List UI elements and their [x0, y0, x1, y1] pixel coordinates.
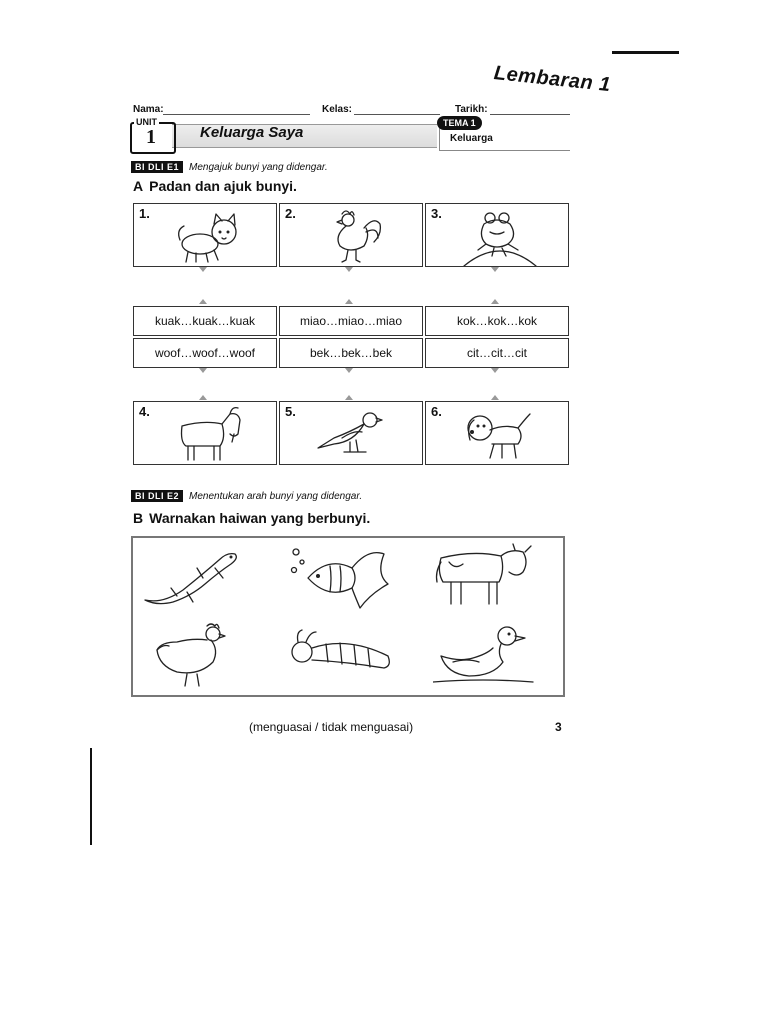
match-dot[interactable] — [345, 395, 353, 400]
duck-icon[interactable] — [433, 622, 543, 688]
dog-icon — [460, 406, 536, 462]
coloring-frame — [131, 536, 565, 697]
page-number: 3 — [555, 720, 562, 734]
match-dot[interactable] — [199, 299, 207, 304]
match-dot[interactable] — [345, 368, 353, 373]
standard-badge: BI DLI E2 — [131, 490, 183, 502]
frog-icon — [460, 206, 540, 266]
sheet-title: Lembaran 1 — [492, 62, 612, 97]
hen-icon[interactable] — [153, 620, 233, 690]
bird-icon — [314, 408, 388, 458]
section-instruction: Padan dan ajuk bunyi. — [149, 178, 297, 194]
standard-badge: BI DLI E1 — [131, 161, 183, 173]
picture-box-2[interactable] — [279, 203, 423, 267]
match-dot[interactable] — [345, 299, 353, 304]
standard-text: Menentukan arah bunyi yang didengar. — [189, 490, 363, 502]
tarikh-field[interactable] — [490, 113, 570, 115]
rooster-icon — [326, 206, 386, 264]
sound-box[interactable]: kuak…kuak…kuak — [133, 306, 277, 336]
sound-box[interactable]: bek…bek…bek — [279, 338, 423, 368]
picture-number: 4. — [139, 404, 150, 419]
picture-box-3[interactable] — [425, 203, 569, 267]
sound-box[interactable]: kok…kok…kok — [425, 306, 569, 336]
cow-icon[interactable] — [433, 542, 543, 610]
standard-text: Mengajuk bunyi yang didengar. — [189, 161, 328, 173]
section-a-title — [133, 178, 297, 194]
nama-label: Nama: — [133, 104, 164, 115]
match-dot[interactable] — [199, 395, 207, 400]
match-dot[interactable] — [199, 368, 207, 373]
section-b-title — [133, 510, 370, 526]
picture-number: 1. — [139, 206, 150, 221]
sound-box[interactable]: cit…cit…cit — [425, 338, 569, 368]
match-dot[interactable] — [199, 267, 207, 272]
tema-label: Keluarga — [450, 133, 493, 144]
match-dot[interactable] — [491, 395, 499, 400]
kelas-field[interactable] — [354, 113, 440, 115]
picture-box-5[interactable] — [279, 401, 423, 465]
picture-box-1[interactable] — [133, 203, 277, 267]
cat-icon — [174, 208, 250, 264]
goat-icon — [174, 404, 250, 464]
match-dot[interactable] — [491, 267, 499, 272]
section-b-standard — [131, 490, 362, 502]
picture-number: 3. — [431, 206, 442, 221]
section-instruction: Warnakan haiwan yang berbunyi. — [149, 510, 371, 526]
section-letter: A — [133, 178, 144, 194]
scan-edge-rule — [90, 748, 92, 845]
section-a-standard — [131, 161, 328, 173]
sound-box[interactable]: miao…miao…miao — [279, 306, 423, 336]
lizard-icon[interactable] — [143, 544, 243, 612]
nama-field[interactable] — [163, 113, 310, 115]
picture-number: 6. — [431, 404, 442, 419]
picture-box-6[interactable] — [425, 401, 569, 465]
caterpillar-icon[interactable] — [288, 626, 398, 686]
tema-tag: TEMA 1 — [437, 116, 482, 130]
assessment-text: (menguasai / tidak menguasai) — [249, 720, 414, 734]
tarikh-label: Tarikh: — [455, 104, 488, 115]
match-dot[interactable] — [491, 299, 499, 304]
picture-number: 5. — [285, 404, 296, 419]
kelas-label: Kelas: — [322, 104, 353, 115]
match-dot[interactable] — [345, 267, 353, 272]
fish-icon[interactable] — [288, 544, 398, 612]
picture-number: 2. — [285, 206, 296, 221]
match-dot[interactable] — [491, 368, 499, 373]
unit-tag: UNIT — [136, 117, 157, 127]
top-rule — [612, 51, 679, 54]
unit-number: 1 — [146, 126, 156, 148]
section-letter: B — [133, 510, 144, 526]
picture-box-4[interactable] — [133, 401, 277, 465]
sound-box[interactable]: woof…woof…woof — [133, 338, 277, 368]
unit-title: Keluarga Saya — [200, 124, 304, 141]
